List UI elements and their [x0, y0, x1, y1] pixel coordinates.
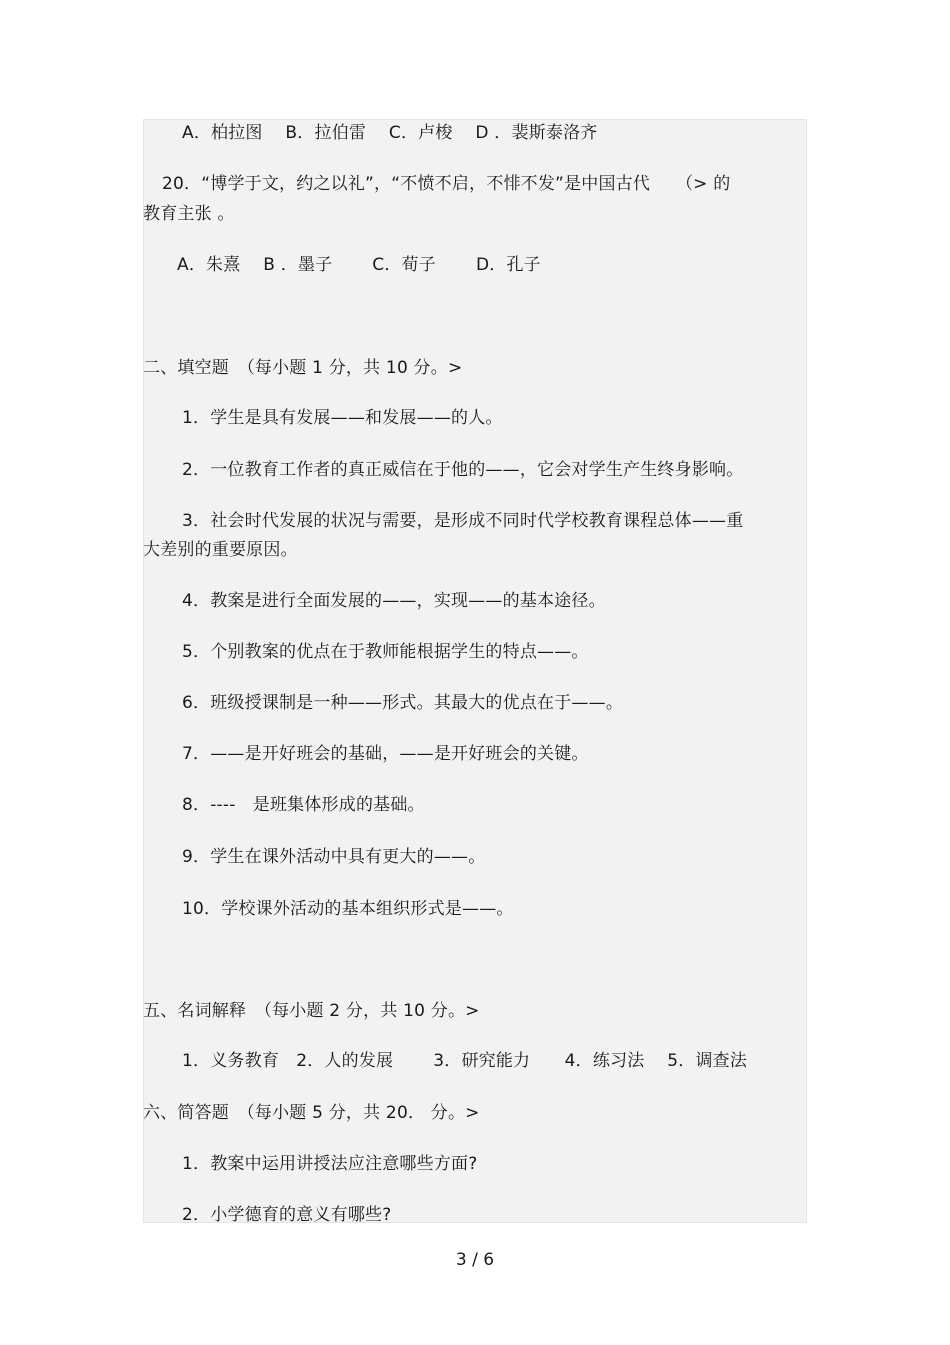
fill-item: 7．——是开好班会的基础，——是开好班会的关键。	[182, 744, 589, 764]
fill-item: 4．教案是进行全面发展的——，实现——的基本途径。	[182, 591, 606, 611]
fill-item: 6．班级授课制是一种——形式。其最大的优点在于——。	[182, 693, 624, 713]
fill-item: 3．社会时代发展的状况与需要，是形成不同时代学校教育课程总体——重	[182, 511, 744, 531]
short-answer-item: 1．教案中运用讲授法应注意哪些方面?	[182, 1154, 478, 1174]
fill-item: 5．个别教案的优点在于教师能根据学生的特点——。	[182, 642, 589, 662]
question-19-options: A．柏拉图 B．拉伯雷 C．卢梭 D ．裴斯泰洛齐	[182, 123, 598, 143]
fill-item: 2．一位教育工作者的真正威信在于他的——，它会对学生产生终身影响。	[182, 460, 744, 480]
short-answer-item: 2．小学德育的意义有哪些?	[182, 1205, 392, 1225]
section-6-title: 六、简答题 （每小题 5 分，共 20． 分。>	[143, 1103, 480, 1123]
fill-item: 8．---- 是班集体形成的基础。	[182, 795, 425, 815]
question-20-line-2: 教育主张 。	[143, 204, 235, 224]
section-2-title: 二、填空题 （每小题 1 分，共 10 分。>	[143, 358, 463, 378]
fill-item: 1．学生是具有发展——和发展——的人。	[182, 408, 503, 428]
fill-item: 9．学生在课外活动中具有更大的——。	[182, 847, 486, 867]
terms-list: 1．义务教育 2．人的发展 3．研究能力 4．练习法 5．调查法	[182, 1051, 748, 1071]
section-5-title: 五、名词解释 （每小题 2 分，共 10 分。>	[143, 1001, 480, 1021]
question-20-options: A．朱熹 B ．墨子 C．荀子 D．孔子	[177, 255, 541, 275]
question-20-line-1: 20．“博学于文，约之以礼”，“不愤不启，不悱不发”是中国古代 （> 的	[162, 174, 731, 194]
fill-item: 10．学校课外活动的基本组织形式是——。	[182, 899, 514, 919]
page-number: 3 / 6	[455, 1250, 495, 1270]
fill-item-continuation: 大差别的重要原因。	[143, 540, 298, 560]
